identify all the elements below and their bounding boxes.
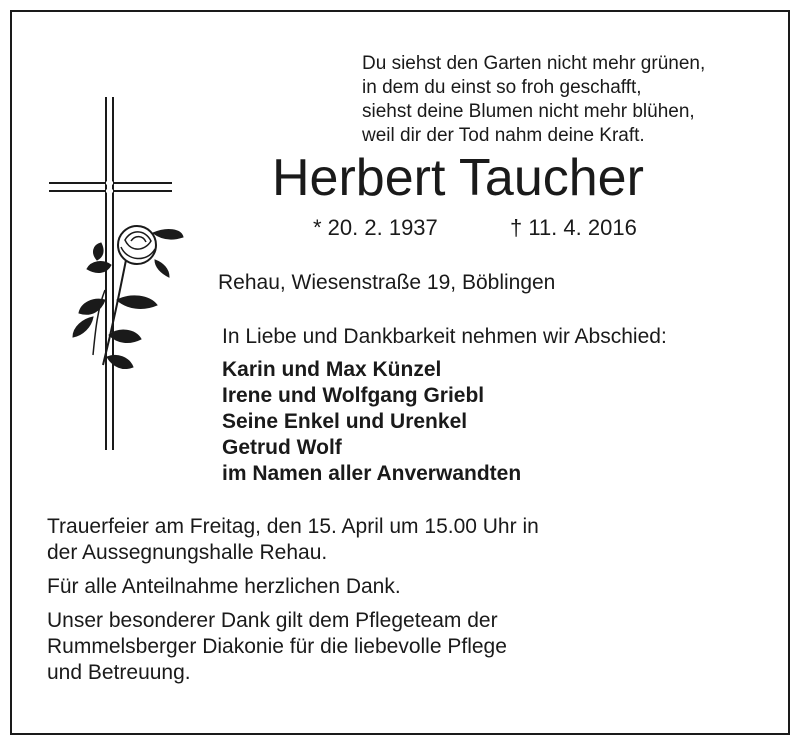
birth-date: * 20. 2. 1937 bbox=[313, 215, 438, 240]
poem-line: in dem du einst so froh geschafft, bbox=[362, 77, 642, 98]
special-thanks-line: Rummelsberger Diakonie für die liebevolle Pflege bbox=[47, 635, 507, 658]
special-thanks bbox=[47, 608, 539, 686]
farewell-text: In Liebe und Dankbarkeit nehmen wir Abschied: bbox=[222, 325, 667, 348]
poem-line: weil dir der Tod nahm deine Kraft. bbox=[362, 125, 645, 146]
thanks-line: Für alle Anteilnahme herzlichen Dank. bbox=[47, 575, 401, 598]
mourner: Getrud Wolf bbox=[222, 436, 342, 459]
mourner: Irene und Wolfgang Griebl bbox=[222, 384, 485, 407]
rose-icon bbox=[73, 226, 183, 369]
mourner: im Namen aller Anverwandten bbox=[222, 462, 522, 485]
footer-text bbox=[47, 514, 539, 694]
service-info bbox=[47, 514, 539, 566]
mourners-list bbox=[222, 357, 521, 487]
cross-icon bbox=[45, 95, 190, 455]
address: Rehau, Wiesenstraße 19, Böblingen bbox=[218, 271, 556, 294]
poem-line: siehst deine Blumen nicht mehr blühen, bbox=[362, 101, 695, 122]
special-thanks-line: und Betreuung. bbox=[47, 661, 191, 684]
service-line: der Aussegnungshalle Rehau. bbox=[47, 541, 328, 564]
mourner: Karin und Max Künzel bbox=[222, 358, 442, 381]
thanks-text bbox=[47, 574, 539, 600]
deceased-name: Herbert Taucher bbox=[272, 149, 644, 207]
death-date: † 11. 4. 2016 bbox=[510, 215, 637, 240]
poem-line: Du siehst den Garten nicht mehr grünen, bbox=[362, 53, 706, 74]
special-thanks-line: Unser besonderer Dank gilt dem Pflegeteam der bbox=[47, 609, 498, 632]
mourner: Seine Enkel und Urenkel bbox=[222, 410, 468, 433]
poem bbox=[362, 52, 705, 148]
service-line: Trauerfeier am Freitag, den 15. April um 15.00 Uhr in bbox=[47, 515, 539, 538]
